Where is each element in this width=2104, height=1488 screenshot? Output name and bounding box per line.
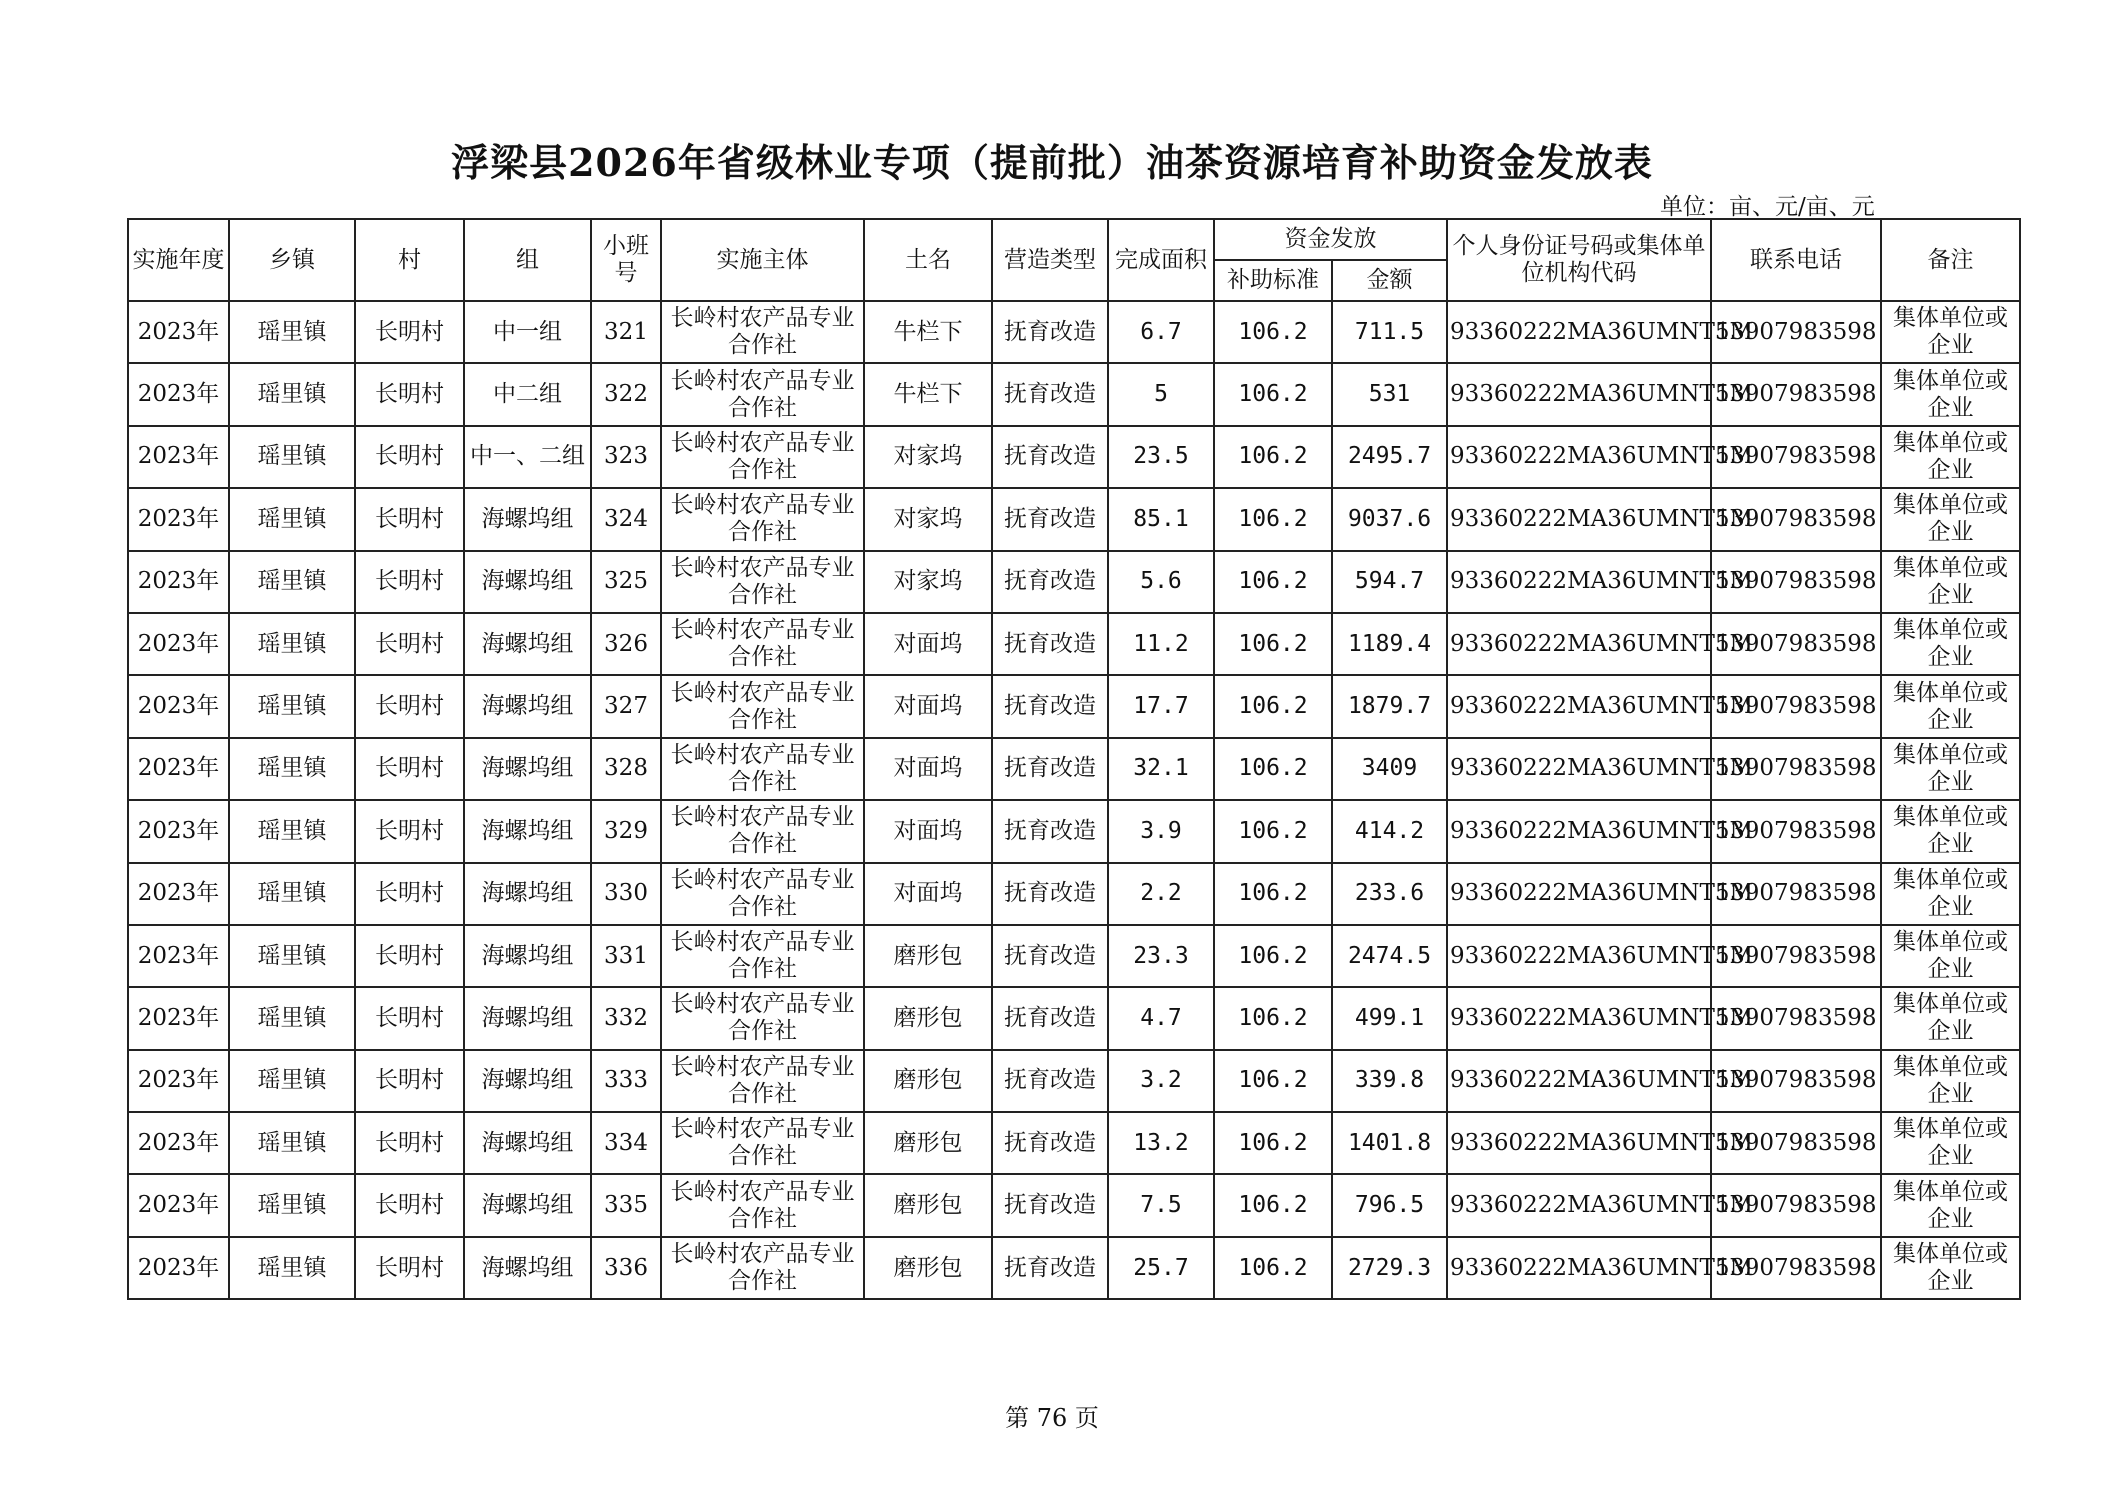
cell-area: 6.7	[1108, 301, 1214, 363]
cell-plot: 329	[591, 800, 661, 862]
cell-year: 2023年	[128, 1112, 229, 1174]
cell-amount: 414.2	[1332, 800, 1447, 862]
header-funds: 资金发放	[1214, 219, 1447, 260]
cell-subject: 长岭村农产品专业合作社	[661, 675, 864, 737]
unit-note: 单位：亩、元/亩、元	[1660, 194, 1875, 220]
cell-year: 2023年	[128, 301, 229, 363]
cell-amount: 339.8	[1332, 1050, 1447, 1112]
subsidy-table	[127, 218, 2021, 1300]
cell-plot: 332	[591, 987, 661, 1049]
cell-place: 牛栏下	[864, 363, 992, 425]
cell-amount: 2495.7	[1332, 426, 1447, 488]
cell-town: 瑶里镇	[229, 738, 355, 800]
table-row	[128, 301, 2020, 363]
cell-amount: 711.5	[1332, 301, 1447, 363]
cell-year: 2023年	[128, 613, 229, 675]
cell-amount: 796.5	[1332, 1174, 1447, 1236]
cell-standard: 106.2	[1214, 363, 1332, 425]
cell-group: 海螺坞组	[464, 738, 591, 800]
cell-place: 牛栏下	[864, 301, 992, 363]
cell-town: 瑶里镇	[229, 1237, 355, 1299]
table-row	[128, 426, 2020, 488]
cell-area: 3.2	[1108, 1050, 1214, 1112]
cell-standard: 106.2	[1214, 675, 1332, 737]
cell-town: 瑶里镇	[229, 613, 355, 675]
cell-group: 海螺坞组	[464, 800, 591, 862]
cell-phone: 13907983598	[1711, 363, 1881, 425]
cell-idcode: 93360222MA36UMNT5M	[1447, 738, 1711, 800]
cell-group: 海螺坞组	[464, 863, 591, 925]
cell-idcode: 93360222MA36UMNT5M	[1447, 800, 1711, 862]
cell-group: 海螺坞组	[464, 1112, 591, 1174]
cell-area: 4.7	[1108, 987, 1214, 1049]
cell-group: 中二组	[464, 363, 591, 425]
cell-town: 瑶里镇	[229, 1174, 355, 1236]
cell-year: 2023年	[128, 675, 229, 737]
cell-idcode: 93360222MA36UMNT5M	[1447, 301, 1711, 363]
cell-area: 7.5	[1108, 1174, 1214, 1236]
cell-group: 中一组	[464, 301, 591, 363]
cell-phone: 13907983598	[1711, 987, 1881, 1049]
cell-remark: 集体单位或企业	[1881, 738, 2020, 800]
cell-subject: 长岭村农产品专业合作社	[661, 800, 864, 862]
cell-village: 长明村	[355, 925, 464, 987]
cell-village: 长明村	[355, 363, 464, 425]
cell-group: 海螺坞组	[464, 1174, 591, 1236]
cell-standard: 106.2	[1214, 800, 1332, 862]
cell-town: 瑶里镇	[229, 1112, 355, 1174]
cell-phone: 13907983598	[1711, 613, 1881, 675]
cell-town: 瑶里镇	[229, 488, 355, 550]
cell-idcode: 93360222MA36UMNT5M	[1447, 426, 1711, 488]
cell-year: 2023年	[128, 800, 229, 862]
cell-remark: 集体单位或企业	[1881, 613, 2020, 675]
cell-type: 抚育改造	[992, 987, 1108, 1049]
cell-group: 中一、二组	[464, 426, 591, 488]
cell-phone: 13907983598	[1711, 551, 1881, 613]
cell-town: 瑶里镇	[229, 363, 355, 425]
cell-standard: 106.2	[1214, 987, 1332, 1049]
cell-remark: 集体单位或企业	[1881, 363, 2020, 425]
cell-village: 长明村	[355, 551, 464, 613]
cell-town: 瑶里镇	[229, 800, 355, 862]
cell-year: 2023年	[128, 426, 229, 488]
cell-remark: 集体单位或企业	[1881, 301, 2020, 363]
cell-type: 抚育改造	[992, 1050, 1108, 1112]
cell-phone: 13907983598	[1711, 488, 1881, 550]
cell-subject: 长岭村农产品专业合作社	[661, 1050, 864, 1112]
cell-remark: 集体单位或企业	[1881, 426, 2020, 488]
cell-place: 磨形包	[864, 1174, 992, 1236]
table-row	[128, 1237, 2020, 1299]
cell-phone: 13907983598	[1711, 1174, 1881, 1236]
cell-village: 长明村	[355, 1237, 464, 1299]
cell-standard: 106.2	[1214, 1112, 1332, 1174]
table-row	[128, 1174, 2020, 1236]
cell-subject: 长岭村农产品专业合作社	[661, 426, 864, 488]
cell-town: 瑶里镇	[229, 301, 355, 363]
cell-village: 长明村	[355, 987, 464, 1049]
cell-place: 磨形包	[864, 987, 992, 1049]
table-row	[128, 363, 2020, 425]
cell-subject: 长岭村农产品专业合作社	[661, 613, 864, 675]
table-row	[128, 800, 2020, 862]
cell-group: 海螺坞组	[464, 613, 591, 675]
cell-standard: 106.2	[1214, 925, 1332, 987]
cell-place: 对家坞	[864, 488, 992, 550]
cell-year: 2023年	[128, 925, 229, 987]
cell-type: 抚育改造	[992, 551, 1108, 613]
cell-group: 海螺坞组	[464, 1050, 591, 1112]
cell-standard: 106.2	[1214, 738, 1332, 800]
cell-phone: 13907983598	[1711, 675, 1881, 737]
cell-amount: 2474.5	[1332, 925, 1447, 987]
cell-town: 瑶里镇	[229, 925, 355, 987]
cell-village: 长明村	[355, 488, 464, 550]
cell-idcode: 93360222MA36UMNT5M	[1447, 551, 1711, 613]
cell-type: 抚育改造	[992, 363, 1108, 425]
cell-area: 5.6	[1108, 551, 1214, 613]
cell-amount: 499.1	[1332, 987, 1447, 1049]
cell-type: 抚育改造	[992, 738, 1108, 800]
cell-idcode: 93360222MA36UMNT5M	[1447, 613, 1711, 675]
header-village: 村	[355, 219, 464, 301]
cell-village: 长明村	[355, 738, 464, 800]
cell-subject: 长岭村农产品专业合作社	[661, 363, 864, 425]
header-phone: 联系电话	[1711, 219, 1881, 301]
cell-remark: 集体单位或企业	[1881, 987, 2020, 1049]
header-amount: 金额	[1332, 260, 1447, 301]
cell-remark: 集体单位或企业	[1881, 1112, 2020, 1174]
cell-plot: 330	[591, 863, 661, 925]
cell-area: 2.2	[1108, 863, 1214, 925]
cell-group: 海螺坞组	[464, 1237, 591, 1299]
cell-amount: 1189.4	[1332, 613, 1447, 675]
cell-village: 长明村	[355, 863, 464, 925]
cell-area: 13.2	[1108, 1112, 1214, 1174]
header-town: 乡镇	[229, 219, 355, 301]
header-remark: 备注	[1881, 219, 2020, 301]
cell-type: 抚育改造	[992, 301, 1108, 363]
cell-subject: 长岭村农产品专业合作社	[661, 1174, 864, 1236]
cell-area: 5	[1108, 363, 1214, 425]
cell-type: 抚育改造	[992, 1237, 1108, 1299]
table-row	[128, 488, 2020, 550]
cell-area: 85.1	[1108, 488, 1214, 550]
cell-subject: 长岭村农产品专业合作社	[661, 863, 864, 925]
cell-place: 对面坞	[864, 613, 992, 675]
cell-amount: 2729.3	[1332, 1237, 1447, 1299]
cell-place: 磨形包	[864, 1237, 992, 1299]
cell-plot: 322	[591, 363, 661, 425]
cell-plot: 335	[591, 1174, 661, 1236]
cell-place: 磨形包	[864, 1050, 992, 1112]
cell-type: 抚育改造	[992, 1174, 1108, 1236]
cell-town: 瑶里镇	[229, 1050, 355, 1112]
header-subject: 实施主体	[661, 219, 864, 301]
cell-idcode: 93360222MA36UMNT5M	[1447, 1050, 1711, 1112]
cell-village: 长明村	[355, 800, 464, 862]
header-group: 组	[464, 219, 591, 301]
cell-standard: 106.2	[1214, 1050, 1332, 1112]
cell-type: 抚育改造	[992, 426, 1108, 488]
cell-plot: 331	[591, 925, 661, 987]
cell-plot: 321	[591, 301, 661, 363]
cell-subject: 长岭村农产品专业合作社	[661, 987, 864, 1049]
cell-idcode: 93360222MA36UMNT5M	[1447, 925, 1711, 987]
cell-type: 抚育改造	[992, 1112, 1108, 1174]
cell-village: 长明村	[355, 613, 464, 675]
cell-standard: 106.2	[1214, 1174, 1332, 1236]
cell-amount: 1401.8	[1332, 1112, 1447, 1174]
cell-area: 23.3	[1108, 925, 1214, 987]
cell-area: 11.2	[1108, 613, 1214, 675]
cell-subject: 长岭村农产品专业合作社	[661, 551, 864, 613]
cell-phone: 13907983598	[1711, 800, 1881, 862]
cell-plot: 323	[591, 426, 661, 488]
table-row	[128, 987, 2020, 1049]
cell-type: 抚育改造	[992, 675, 1108, 737]
cell-plot: 327	[591, 675, 661, 737]
table-row	[128, 925, 2020, 987]
cell-type: 抚育改造	[992, 613, 1108, 675]
cell-place: 对面坞	[864, 863, 992, 925]
cell-idcode: 93360222MA36UMNT5M	[1447, 1112, 1711, 1174]
cell-subject: 长岭村农产品专业合作社	[661, 738, 864, 800]
cell-subject: 长岭村农产品专业合作社	[661, 1112, 864, 1174]
cell-standard: 106.2	[1214, 613, 1332, 675]
cell-plot: 325	[591, 551, 661, 613]
cell-standard: 106.2	[1214, 301, 1332, 363]
cell-year: 2023年	[128, 1237, 229, 1299]
cell-place: 对面坞	[864, 738, 992, 800]
cell-remark: 集体单位或企业	[1881, 925, 2020, 987]
cell-area: 23.5	[1108, 426, 1214, 488]
cell-year: 2023年	[128, 987, 229, 1049]
cell-phone: 13907983598	[1711, 925, 1881, 987]
cell-plot: 324	[591, 488, 661, 550]
header-place: 土名	[864, 219, 992, 301]
cell-area: 25.7	[1108, 1237, 1214, 1299]
cell-remark: 集体单位或企业	[1881, 863, 2020, 925]
cell-year: 2023年	[128, 1050, 229, 1112]
cell-subject: 长岭村农产品专业合作社	[661, 301, 864, 363]
cell-village: 长明村	[355, 1050, 464, 1112]
cell-group: 海螺坞组	[464, 987, 591, 1049]
cell-subject: 长岭村农产品专业合作社	[661, 925, 864, 987]
cell-year: 2023年	[128, 863, 229, 925]
cell-phone: 13907983598	[1711, 301, 1881, 363]
cell-remark: 集体单位或企业	[1881, 1237, 2020, 1299]
cell-phone: 13907983598	[1711, 1237, 1881, 1299]
cell-remark: 集体单位或企业	[1881, 1050, 2020, 1112]
table-row	[128, 738, 2020, 800]
header-idcode: 个人身份证号码或集体单位机构代码	[1447, 219, 1711, 301]
cell-amount: 9037.6	[1332, 488, 1447, 550]
cell-village: 长明村	[355, 426, 464, 488]
cell-phone: 13907983598	[1711, 426, 1881, 488]
cell-village: 长明村	[355, 675, 464, 737]
cell-area: 3.9	[1108, 800, 1214, 862]
cell-year: 2023年	[128, 551, 229, 613]
cell-standard: 106.2	[1214, 863, 1332, 925]
cell-place: 磨形包	[864, 925, 992, 987]
cell-group: 海螺坞组	[464, 675, 591, 737]
cell-amount: 3409	[1332, 738, 1447, 800]
cell-idcode: 93360222MA36UMNT5M	[1447, 675, 1711, 737]
cell-standard: 106.2	[1214, 1237, 1332, 1299]
cell-phone: 13907983598	[1711, 863, 1881, 925]
cell-idcode: 93360222MA36UMNT5M	[1447, 1237, 1711, 1299]
cell-place: 对家坞	[864, 426, 992, 488]
header-type: 营造类型	[992, 219, 1108, 301]
cell-phone: 13907983598	[1711, 1050, 1881, 1112]
cell-plot: 328	[591, 738, 661, 800]
cell-town: 瑶里镇	[229, 551, 355, 613]
cell-remark: 集体单位或企业	[1881, 551, 2020, 613]
cell-area: 17.7	[1108, 675, 1214, 737]
cell-group: 海螺坞组	[464, 925, 591, 987]
cell-phone: 13907983598	[1711, 1112, 1881, 1174]
cell-standard: 106.2	[1214, 426, 1332, 488]
cell-phone: 13907983598	[1711, 738, 1881, 800]
cell-remark: 集体单位或企业	[1881, 800, 2020, 862]
cell-year: 2023年	[128, 738, 229, 800]
table-row	[128, 1050, 2020, 1112]
page-number: 第 76 页	[1005, 1404, 1099, 1432]
cell-plot: 334	[591, 1112, 661, 1174]
header-year: 实施年度	[128, 219, 229, 301]
cell-idcode: 93360222MA36UMNT5M	[1447, 363, 1711, 425]
table-row	[128, 613, 2020, 675]
header-standard: 补助标准	[1214, 260, 1332, 301]
cell-standard: 106.2	[1214, 551, 1332, 613]
cell-remark: 集体单位或企业	[1881, 1174, 2020, 1236]
cell-type: 抚育改造	[992, 863, 1108, 925]
cell-remark: 集体单位或企业	[1881, 488, 2020, 550]
cell-year: 2023年	[128, 363, 229, 425]
cell-group: 海螺坞组	[464, 488, 591, 550]
cell-place: 对面坞	[864, 800, 992, 862]
cell-place: 对面坞	[864, 675, 992, 737]
cell-town: 瑶里镇	[229, 863, 355, 925]
cell-type: 抚育改造	[992, 925, 1108, 987]
cell-idcode: 93360222MA36UMNT5M	[1447, 488, 1711, 550]
cell-place: 磨形包	[864, 1112, 992, 1174]
cell-village: 长明村	[355, 1174, 464, 1236]
cell-year: 2023年	[128, 488, 229, 550]
cell-town: 瑶里镇	[229, 426, 355, 488]
cell-plot: 333	[591, 1050, 661, 1112]
header-plot: 小班号	[591, 219, 661, 301]
cell-amount: 594.7	[1332, 551, 1447, 613]
cell-type: 抚育改造	[992, 800, 1108, 862]
table-body	[128, 301, 2020, 1299]
cell-group: 海螺坞组	[464, 551, 591, 613]
cell-place: 对家坞	[864, 551, 992, 613]
cell-village: 长明村	[355, 1112, 464, 1174]
cell-amount: 233.6	[1332, 863, 1447, 925]
table-header	[128, 219, 2020, 301]
table-row	[128, 863, 2020, 925]
header-area: 完成面积	[1108, 219, 1214, 301]
cell-idcode: 93360222MA36UMNT5M	[1447, 987, 1711, 1049]
cell-village: 长明村	[355, 301, 464, 363]
cell-plot: 336	[591, 1237, 661, 1299]
cell-idcode: 93360222MA36UMNT5M	[1447, 1174, 1711, 1236]
cell-area: 32.1	[1108, 738, 1214, 800]
page-title: 浮梁县2026年省级林业专项（提前批）油茶资源培育补助资金发放表	[451, 140, 1653, 185]
cell-town: 瑶里镇	[229, 675, 355, 737]
cell-plot: 326	[591, 613, 661, 675]
cell-year: 2023年	[128, 1174, 229, 1236]
cell-remark: 集体单位或企业	[1881, 675, 2020, 737]
table-row	[128, 675, 2020, 737]
cell-type: 抚育改造	[992, 488, 1108, 550]
cell-idcode: 93360222MA36UMNT5M	[1447, 863, 1711, 925]
cell-amount: 1879.7	[1332, 675, 1447, 737]
cell-subject: 长岭村农产品专业合作社	[661, 488, 864, 550]
cell-subject: 长岭村农产品专业合作社	[661, 1237, 864, 1299]
table-row	[128, 551, 2020, 613]
cell-amount: 531	[1332, 363, 1447, 425]
cell-standard: 106.2	[1214, 488, 1332, 550]
table-row	[128, 1112, 2020, 1174]
cell-town: 瑶里镇	[229, 987, 355, 1049]
